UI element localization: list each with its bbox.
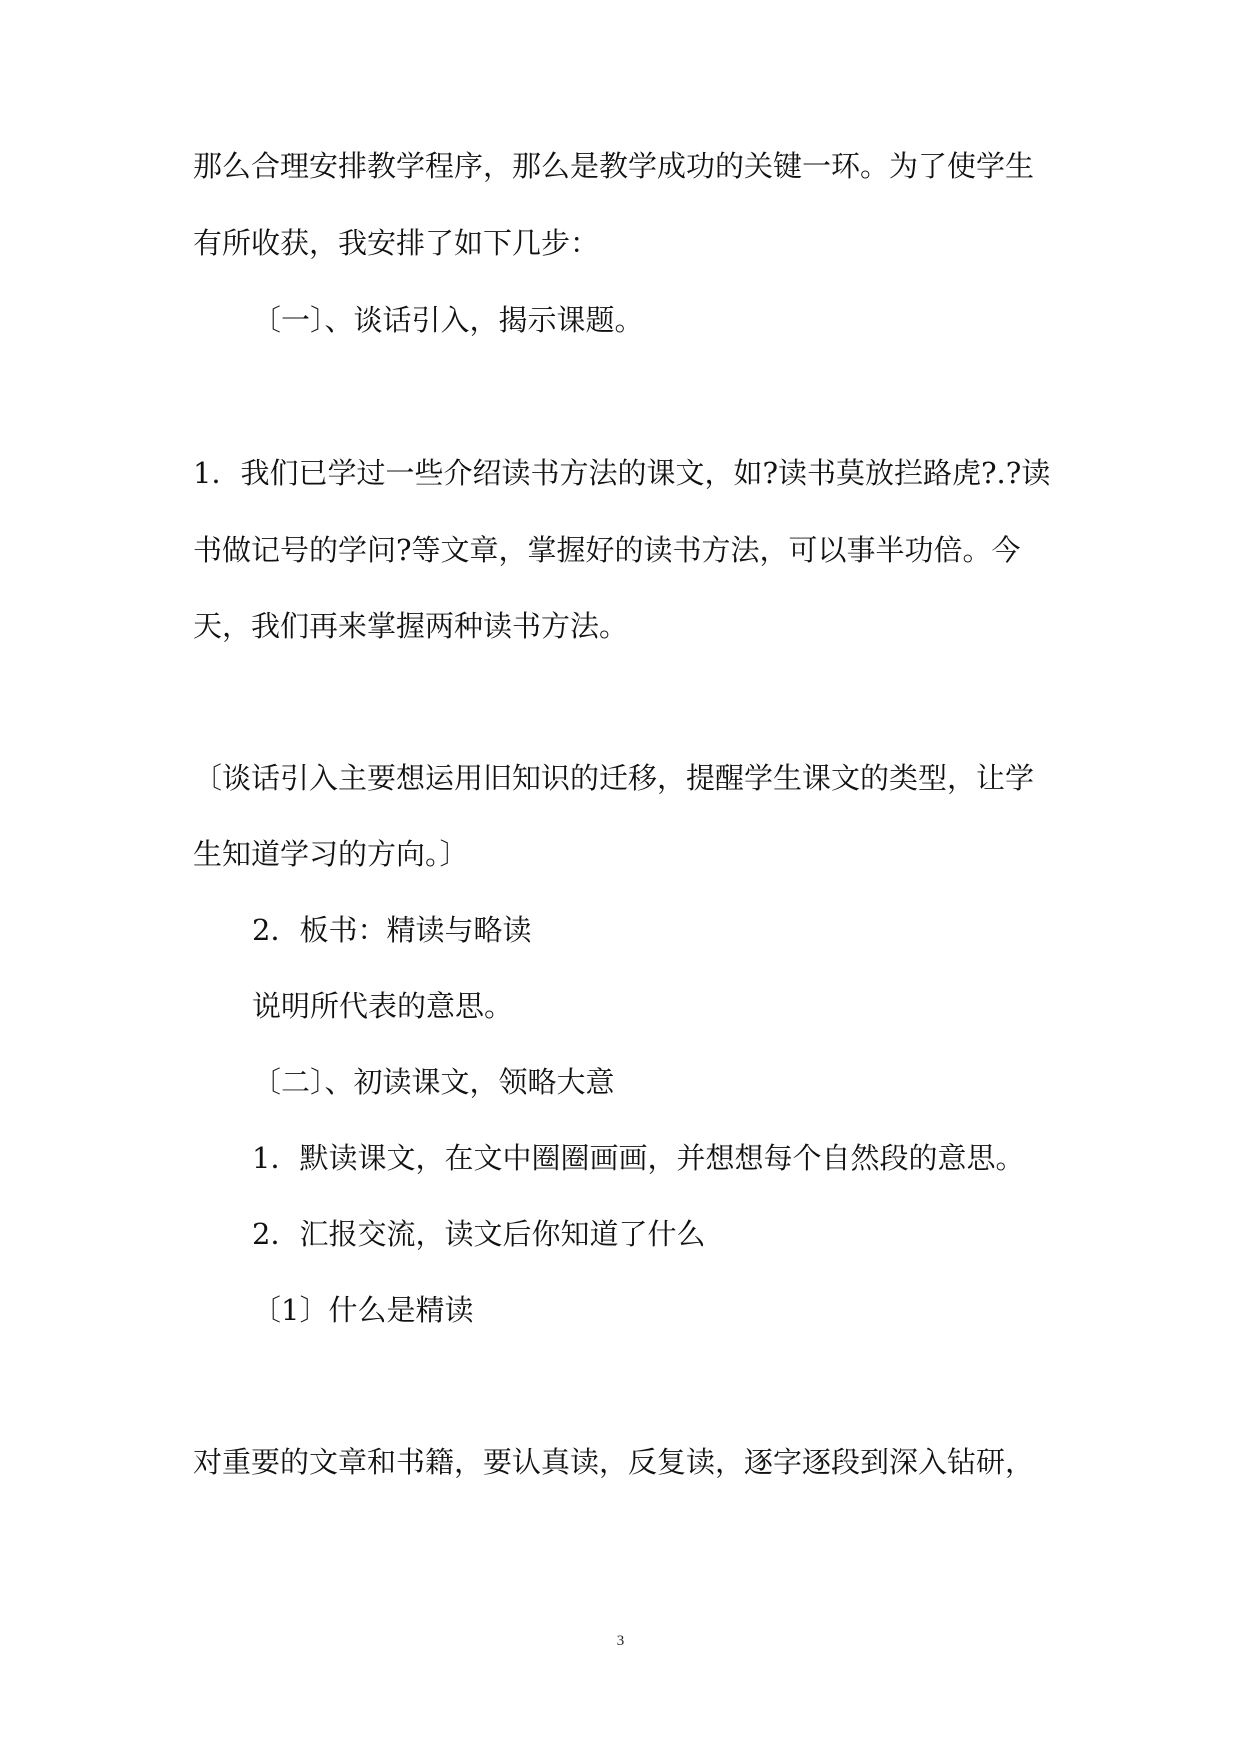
paragraph-line: 有所收获，我安排了如下几步： [193, 226, 600, 260]
section-heading: 〔二〕、初读课文，领略大意 [252, 1065, 615, 1099]
paragraph-line: 那么合理安排教学程序，那么是教学成功的关键一环。为了使学生 [193, 149, 1035, 183]
list-item: 2．汇报交流，读文后你知道了什么 [252, 1217, 706, 1251]
list-item: 1．默读课文，在文中圈圈画画，并想想每个自然段的意思。 [252, 1141, 1025, 1175]
paragraph-line: 对重要的文章和书籍，要认真读，反复读，逐字逐段到深入钻研， [193, 1445, 1035, 1479]
paragraph-line: 1．我们已学过一些介绍读书方法的课文，如?读书莫放拦路虎?.?读 [193, 456, 1051, 490]
paragraph-line: 天，我们再来掌握两种读书方法。 [193, 609, 629, 643]
section-heading: 〔一〕、谈话引入，揭示课题。 [252, 303, 644, 337]
paragraph-line: 生知道学习的方向。〕 [193, 837, 469, 871]
list-item: 2．板书：精读与略读 [252, 913, 532, 947]
paragraph-line: 说明所代表的意思。 [252, 989, 514, 1023]
list-item: 〔1〕什么是精读 [252, 1293, 474, 1327]
paragraph-line: 〔谈话引入主要想运用旧知识的迁移，提醒学生课文的类型，让学 [193, 761, 1035, 795]
page-number: 3 [616, 1633, 625, 1649]
paragraph-line: 书做记号的学问?等文章，掌握好的读书方法，可以事半功倍。今 [193, 533, 1021, 567]
